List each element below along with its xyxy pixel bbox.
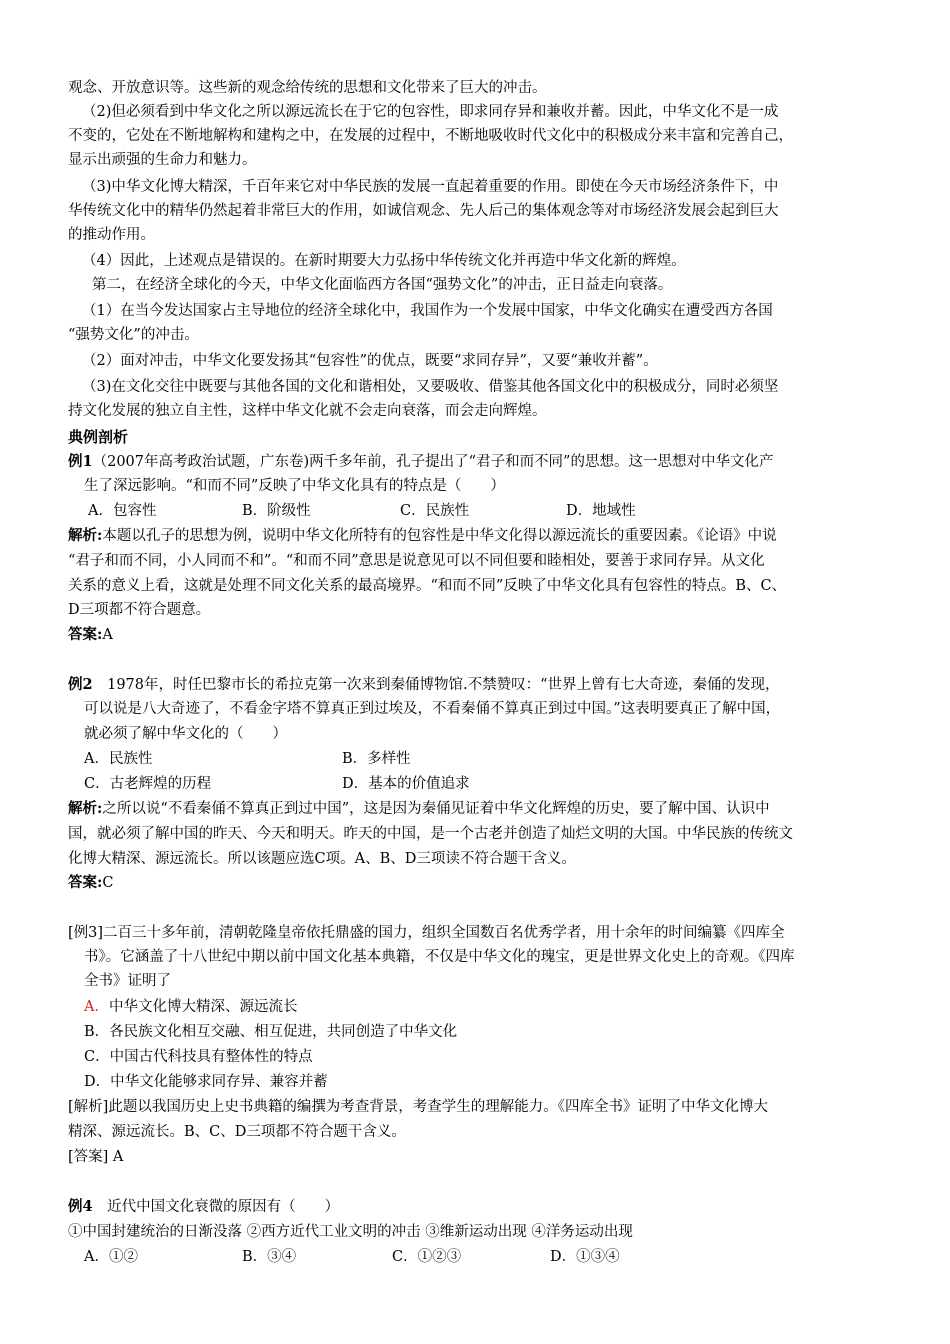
section-title: 典例剖析 — [68, 428, 129, 446]
ex3-stem-line-3: 全书》证明了 — [84, 973, 171, 989]
intro-line-6: 华传统文化中的精华仍然起着非常巨大的作用，如诚信观念、先人后己的集体观念等对市场经济发展会起到巨大 — [68, 203, 779, 219]
ex3-option-a: A．中华文化博大精深、源远流长 — [84, 999, 298, 1015]
ex2-answer-label: 答案: — [68, 874, 103, 891]
ex1-analysis-label: 解析: — [68, 527, 103, 544]
ex2-options-row-2 — [84, 773, 584, 795]
ex4-option-d: D．①③④ — [550, 1249, 620, 1265]
ex2-option-a: A．民族性 — [84, 751, 153, 767]
ex4-option-b: B．③④ — [242, 1249, 297, 1265]
intro-line-13: （3)在文化交往中既要与其他各国的文化和谐相处，又要吸收、借鉴其他各国文化中的积极成分，同时必须坚 — [82, 379, 779, 395]
ex2-analysis-line-1: 解析:之所以说“不看秦俑不算真正到过中国”，这是因为秦俑见证着中华文化辉煌的历史，要了解中国、认识中 — [68, 800, 770, 817]
ex2-analysis-line-2: 国，就必须了解中国的昨天、今天和明天。昨天的中国，是一个古老并创造了灿烂文明的大国。中华民族的传统文 — [68, 826, 793, 842]
ex4-items: ①中国封建统治的日渐没落 ②西方近代工业文明的冲击 ③维新运动出现 ④洋务运动出现 — [68, 1224, 633, 1240]
ex3-stem-line-1: [例3]二百三十多年前，清朝乾隆皇帝依托鼎盛的国力，组织全国数百名优秀学者，用十余年的时间编纂《四库全 — [68, 925, 785, 941]
ex3-option-c: C．中国古代科技具有整体性的特点 — [84, 1049, 313, 1065]
ex1-answer-label: 答案: — [68, 626, 103, 643]
ex4-option-a: A．①② — [84, 1249, 138, 1265]
ex2-options-row-1 — [84, 748, 584, 770]
ex2-stem-line-2: 可以说是八大奇迹了，不看金字塔不算真正到过埃及，不看秦俑不算真正到过中国。”这表明要真正了解中国， — [84, 701, 781, 717]
ex3-answer: [答案] A — [68, 1149, 124, 1165]
ex1-answer: 答案:A — [68, 626, 113, 643]
ex1-option-c: C．民族性 — [400, 503, 470, 519]
ex2-option-b: B．多样性 — [342, 751, 411, 767]
ex3-analysis-line-2: 精深、源远流长。B、C、D三项都不符合题干含义。 — [68, 1124, 406, 1140]
ex1-option-a: A．包容性 — [88, 503, 157, 519]
ex4-label: 例4 — [68, 1198, 93, 1215]
ex3-stem-line-2: 书》。它涵盖了十八世纪中期以前中国文化基本典籍，不仅是中华文化的瑰宝，更是世界文化史上的奇观。《四库 — [84, 949, 795, 965]
ex2-stem-line-1: 例2 1978年，时任巴黎市长的希拉克第一次来到秦俑博物馆.不禁赞叹：“世界上曾有七大奇迹，秦俑的发现， — [68, 676, 780, 693]
ex2-analysis-line-3: 化博大精深、源远流长。所以该题应选C项。A、B、D三项读不符合题干含义。 — [68, 851, 576, 867]
ex2-answer: 答案:C — [68, 874, 114, 891]
ex1-analysis-line-3: 关系的意义上看，这就是处理不同文化关系的最高境界。“和而不同”反映了中华文化具有包容性的特点。B、C、 — [68, 578, 787, 594]
ex2-stem-line-3: 就必须了解中华文化的（ ） — [84, 726, 287, 742]
intro-line-14: 持文化发展的独立自主性，这样中华文化就不会走向衰落，而会走向辉煌。 — [68, 403, 547, 419]
ex2-label: 例2 — [68, 676, 93, 693]
ex3-analysis-line-1: [解析]此题以我国历史上史书典籍的编撰为考查背景，考查学生的理解能力。《四库全书》证明了中华文化博大 — [68, 1099, 769, 1115]
ex4-option-c: C．①②③ — [392, 1249, 462, 1265]
ex2-analysis-label: 解析: — [68, 800, 103, 817]
ex1-options — [88, 500, 688, 522]
intro-line-4: 显示出顽强的生命力和魅力。 — [68, 152, 257, 168]
intro-line-8: （4）因此，上述观点是错误的。在新时期要大力弘扬中华传统文化并再造中华文化新的辉煌。 — [82, 253, 686, 269]
ex3-option-a-letter: A． — [84, 999, 109, 1015]
intro-line-12: （2）面对冲击，中华文化要发扬其“包容性”的优点，既要“求同存异”，又要“兼收并蓄”。 — [82, 353, 658, 369]
ex1-option-d: D．地域性 — [566, 503, 636, 519]
ex1-label: 例1 — [68, 453, 93, 470]
intro-line-7: 的推动作用。 — [68, 227, 155, 243]
ex4-options — [84, 1246, 684, 1268]
intro-line-5: （3)中华文化博大精深，千百年来它对中华民族的发展一直起着重要的作用。即使在今天市场经济条件下，中 — [82, 179, 779, 195]
intro-line-2: （2)但必须看到中华文化之所以源远流长在于它的包容性，即求同存异和兼收并蓄。因此，中华文化不是一成 — [82, 104, 779, 120]
ex1-stem-line-2: 生了深远影响。“和而不同”反映了中华文化具有的特点是（ ） — [84, 478, 505, 494]
ex1-option-b: B．阶级性 — [242, 503, 311, 519]
ex2-option-d: D．基本的价值追求 — [342, 776, 470, 792]
ex4-stem: 例4 近代中国文化衰微的原因有（ ） — [68, 1198, 340, 1215]
intro-line-9: 第二，在经济全球化的今天，中华文化面临西方各国“强势文化”的冲击，正日益走向衰落。 — [92, 277, 673, 293]
ex2-option-c: C．古老辉煌的历程 — [84, 776, 212, 792]
intro-line-1: 观念、开放意识等。这些新的观念给传统的思想和文化带来了巨大的冲击。 — [68, 80, 547, 96]
intro-line-11: “强势文化”的冲击。 — [68, 327, 199, 343]
intro-line-3: 不变的，它处在不断地解构和建构之中，在发展的过程中，不断地吸收时代文化中的积极成分来丰富和完善自己， — [68, 128, 793, 144]
ex1-analysis-line-1: 解析:本题以孔子的思想为例，说明中华文化所特有的包容性是中华文化得以源远流长的重要因素。《论语》中说 — [68, 527, 777, 544]
ex1-analysis-line-2: “君子和而不同，小人同而不和”。“和而不同”意思是说意见可以不同但要和睦相处，要善于求同存异。从文化 — [68, 553, 765, 569]
ex1-stem-line-1: 例1（2007年高考政治试题，广东卷)两千多年前，孔子提出了“君子和而不同”的思想。这一思想对中华文化产 — [68, 453, 774, 470]
ex3-option-b: B．各民族文化相互交融、相互促进，共同创造了中华文化 — [84, 1024, 458, 1040]
intro-line-10: （1）在当今发达国家占主导地位的经济全球化中，我国作为一个发展中国家，中华文化确实在遭受西方各国 — [82, 303, 773, 319]
ex1-analysis-line-4: D三项都不符合题意。 — [68, 602, 211, 618]
ex3-option-d: D．中华文化能够求同存异、兼容并蓄 — [84, 1074, 328, 1090]
